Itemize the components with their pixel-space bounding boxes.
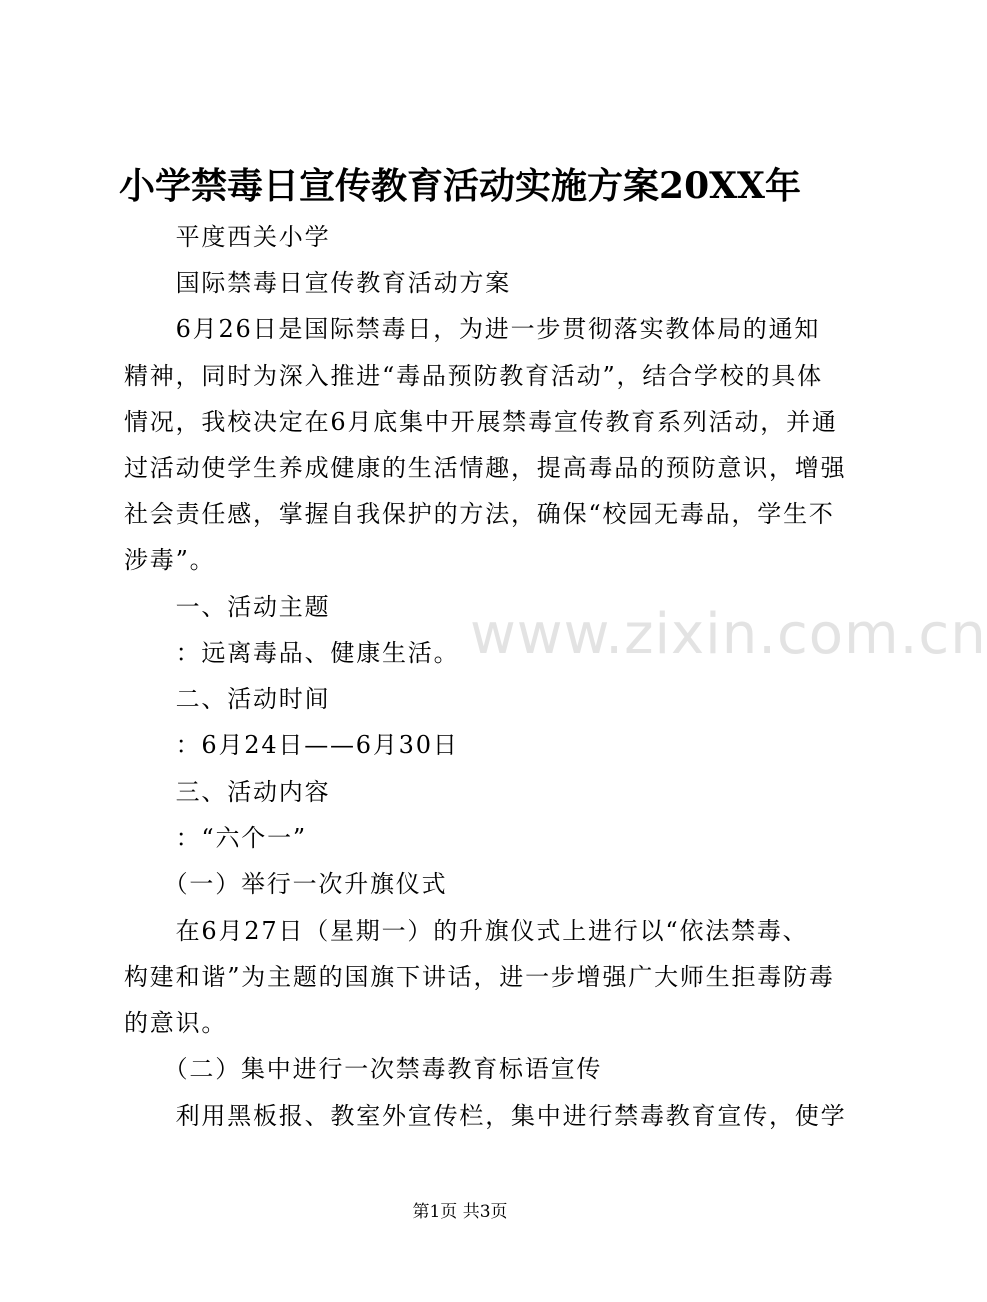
body-line: 构建和谐”为主题的国旗下讲话，进一步增强广大师生拒毒防毒 <box>124 963 835 991</box>
body-line: 6月26日是国际禁毒日，为进一步贯彻落实教体局的通知 <box>124 315 821 343</box>
section-heading: 三、活动内容 <box>124 778 331 806</box>
page-footer: 第1页 共3页 <box>412 1202 508 1222</box>
body-line: 过活动使学生养成健康的生活情趣，提高毒品的预防意识，增强 <box>124 454 847 482</box>
body-line: 精神，同时为深入推进“毒品预防教育活动”，结合学校的具体 <box>124 362 823 390</box>
watermark: www.zixin.com.cn <box>470 602 987 667</box>
body-line: 涉毒”。 <box>124 546 216 574</box>
section-heading: 二、活动时间 <box>124 685 331 713</box>
subsection-heading: （二）集中进行一次禁毒教育标语宣传 <box>124 1055 603 1083</box>
plan-subtitle-line: 国际禁毒日宣传教育活动方案 <box>124 269 511 297</box>
body-line: ：“六个一” <box>124 824 307 852</box>
subsection-heading: （一）举行一次升旗仪式 <box>124 870 448 898</box>
body-line: 在6月27日（星期一）的升旗仪式上进行以“依法禁毒、 <box>124 917 809 945</box>
body-line: 情况，我校决定在6月底集中开展禁毒宣传教育系列活动，并通 <box>124 408 838 436</box>
document-title: 小学禁毒日宣传教育活动实施方案20XX年 <box>119 165 801 207</box>
section-heading: 一、活动主题 <box>124 593 331 621</box>
body-line: 社会责任感，掌握自我保护的方法，确保“校园无毒品，学生不 <box>124 500 835 528</box>
body-line: 的意识。 <box>124 1009 228 1037</box>
body-line: 利用黑板报、教室外宣传栏，集中进行禁毒教育宣传，使学 <box>124 1102 847 1130</box>
body-line: ：6月24日——6月30日 <box>124 731 459 759</box>
school-name-line: 平度西关小学 <box>124 223 331 251</box>
body-line: ：远离毒品、健康生活。 <box>124 639 460 667</box>
